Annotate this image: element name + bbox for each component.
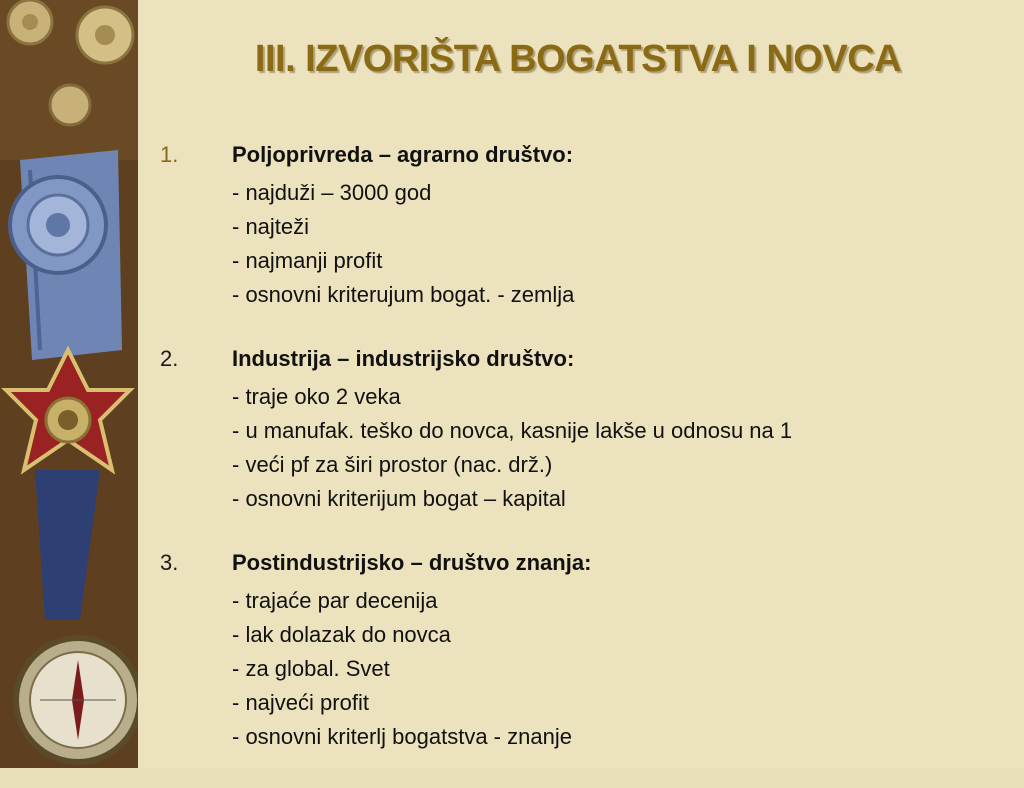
- slide-title: III. IZVORIŠTA BOGATSTVA I NOVCA: [254, 38, 902, 80]
- list-item: - osnovni kriterijum bogat – kapital: [232, 486, 566, 511]
- list-item: - osnovni kriterlj bogatstva - znanje: [232, 724, 572, 749]
- section-header: [160, 142, 1010, 176]
- list-item: - osnovni kriterujum bogat. - zemlja: [232, 282, 575, 307]
- list-item: - najduži – 3000 god: [232, 180, 432, 205]
- section-items: [160, 584, 1010, 754]
- decorative-photo-icon: [0, 0, 138, 768]
- section-header: [160, 550, 1010, 584]
- section-number: 3.: [160, 550, 179, 575]
- list-item: - u manufak. teško do novca, kasnije lakše u odnosu na 1: [232, 418, 793, 443]
- section-items: [160, 176, 1010, 312]
- list-item: - najveći profit: [232, 690, 369, 715]
- section-heading: Postindustrijsko – društvo znanja:: [232, 550, 592, 575]
- list-item: - najmanji profit: [232, 248, 383, 273]
- section-header: [160, 346, 1010, 380]
- list-item: - najteži: [232, 214, 310, 239]
- section-heading: Industrija – industrijsko društvo:: [232, 346, 575, 371]
- section-3: [160, 550, 1010, 754]
- sections-list: [160, 142, 1010, 788]
- list-item: - veći pf za širi prostor (nac. drž.): [232, 452, 553, 477]
- section-1: [160, 142, 1010, 312]
- section-items: [160, 380, 1010, 516]
- section-heading: Poljoprivreda – agrarno društvo:: [232, 142, 574, 167]
- section-number: 2.: [160, 346, 179, 371]
- section-number: 1.: [160, 142, 179, 167]
- list-item: - traje oko 2 veka: [232, 384, 401, 409]
- medals-compass-image: [0, 0, 138, 768]
- section-2: [160, 346, 1010, 516]
- list-item: - lak dolazak do novca: [232, 622, 451, 647]
- list-item: - za global. Svet: [232, 656, 390, 681]
- list-item: - trajaće par decenija: [232, 588, 438, 613]
